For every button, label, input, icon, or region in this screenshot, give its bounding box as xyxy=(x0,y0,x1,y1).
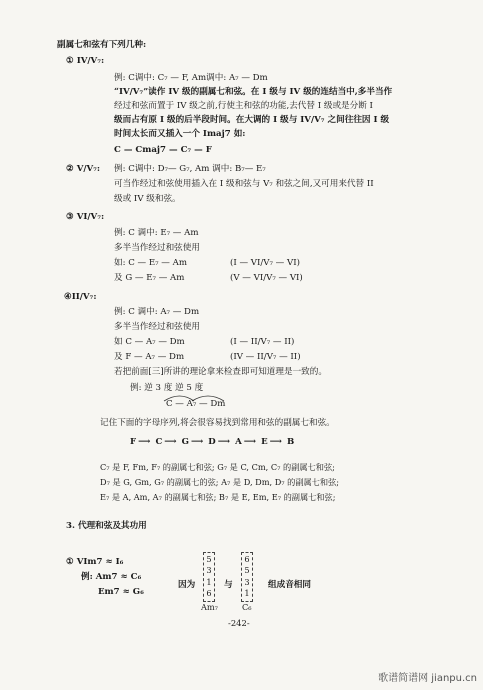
relation-line-2: D₇ 是 G, Gm, G₇ 的副属七的弦; A₇ 是 D, Dm, D₇ 的副属七和弦; xyxy=(100,477,340,487)
sec4-para-1: 多半当作经过和弦使用 xyxy=(114,322,200,332)
sec3-row1-degrees: (I — VI/V₇ — VI) xyxy=(230,258,300,268)
sec1-para-1: “IV/V₇”读作 IV 级的副属七和弦。在 I 级与 IV 级的连结当中,多半当作 xyxy=(114,87,393,97)
c6-notes-stack xyxy=(241,552,253,602)
same-notes-label: 组成音相同 xyxy=(268,580,311,590)
sec4-example: 例: C 调中: A₇ — Dm xyxy=(114,307,200,317)
because-label: 因为 xyxy=(178,580,196,590)
fifths-sequence: F ⟶ C ⟶ G ⟶ D ⟶ A ⟶ E ⟶ B xyxy=(130,437,295,447)
with-label: 与 xyxy=(224,580,233,590)
sec1-heading: ① IV/V₇: xyxy=(66,56,105,66)
fifths-note: A xyxy=(235,437,242,447)
sec4-example-2: 例: 逆 3 度 逆 5 度 xyxy=(130,383,204,393)
sec1-progression: C — Cmaj7 — C₇ — F xyxy=(114,145,212,155)
sec1-example: 例: C调中: C₇ — F, Am调中: A₇ — Dm xyxy=(114,73,268,83)
relation-line-3: E₇ 是 A, Am, A₇ 的副属七和弦; B₇ 是 E, Em, E₇ 的副属七和弦; xyxy=(100,492,336,502)
fifths-note: E xyxy=(261,437,268,447)
sec1-para-4: 时间太长而又插入一个 Imaj7 如: xyxy=(114,129,246,139)
sub1-example-1: 例: Am7 ≈ C₆ xyxy=(81,572,142,582)
sec4-heading: ④II/V₇: xyxy=(64,292,97,302)
sec2-example: 例: C调中: D₇— G₇, Am 调中: B₇— E₇ xyxy=(114,164,266,174)
page-number: -242- xyxy=(228,618,250,628)
sec3-row2-chords: 及 G — E₇ — Am xyxy=(114,273,185,283)
sec3-heading: ③ VI/V₇: xyxy=(66,212,105,222)
sec2-heading: ② V/V₇: xyxy=(66,164,101,174)
sec4-para-2: 若把前面[三]所讲的理论拿来检查即可知道理是一致的。 xyxy=(114,367,327,377)
am7-label: Am₇ xyxy=(201,602,218,612)
relation-line-1: C₇ 是 F, Fm, F₇ 的副属七和弦; G₇ 是 C, Cm, C₇ 的副属七和弦; xyxy=(100,462,335,472)
sec2-para-2: 级或 IV 级和弦。 xyxy=(114,194,181,204)
fifths-note: C xyxy=(155,437,163,447)
sec4-example-2-progression: C — A₇ — Dm xyxy=(166,399,226,409)
sec4-row2-chords: 及 F — A₇ — Dm xyxy=(114,352,185,362)
note: 6 xyxy=(244,554,250,564)
note: 1 xyxy=(244,588,250,599)
am7-notes-stack xyxy=(203,552,215,602)
fifths-note: B xyxy=(286,437,295,447)
sec4-row1-chords: 如 C — A₇ — Dm xyxy=(114,337,185,347)
fifths-note: D xyxy=(208,437,216,447)
watermark: 歌谱简谱网 jianpu.cn xyxy=(378,673,477,684)
note: 5 xyxy=(244,565,250,576)
fifths-note: F xyxy=(130,437,137,447)
sec3-example: 例: C 调中: E₇ — Am xyxy=(114,228,199,238)
page-heading: 副属七和弦有下列几种: xyxy=(57,40,147,50)
note: 5 xyxy=(206,554,212,564)
sec3-para-1: 多半当作经过和弦使用 xyxy=(114,243,200,253)
sec1-para-2: 经过和弦而置于 IV 级之前,行使主和弦的功能,去代替 I 级或是分断 I xyxy=(114,101,373,111)
fifths-note: G xyxy=(181,437,189,447)
sec3-row1-chords: 如: C — E₇ — Am xyxy=(114,258,187,268)
sub1-example-2: Em7 ≈ G₆ xyxy=(98,587,144,597)
sec3-row2-degrees: (V — VI/V₇ — VI) xyxy=(230,273,303,283)
note: 6 xyxy=(206,588,212,599)
c6-label: C₆ xyxy=(242,602,252,612)
sec4-row1-degrees: (I — II/V₇ — II) xyxy=(230,337,295,347)
sec4-row2-degrees: (IV — II/V₇ — II) xyxy=(230,352,301,362)
memo-text: 记住下面的字母序列,将会很容易找到常用和弦的副属七和弦。 xyxy=(100,418,335,428)
section-3-title: 3. 代理和弦及其功用 xyxy=(66,521,147,531)
sec1-para-3: 级而占有原 I 级的后半段时间。在大调的 I 级与 IV/V₇ 之间往往因 I 级 xyxy=(114,115,390,125)
sec2-para-1: 可当作经过和弦使用插入在 I 级和弦与 V₇ 和弦之间,又可用来代替 II xyxy=(114,179,374,189)
note: 3 xyxy=(244,576,250,587)
note: 3 xyxy=(206,565,212,576)
sub1-heading: ① VIm7 ≈ I₆ xyxy=(66,557,124,567)
note: 1 xyxy=(206,576,212,587)
